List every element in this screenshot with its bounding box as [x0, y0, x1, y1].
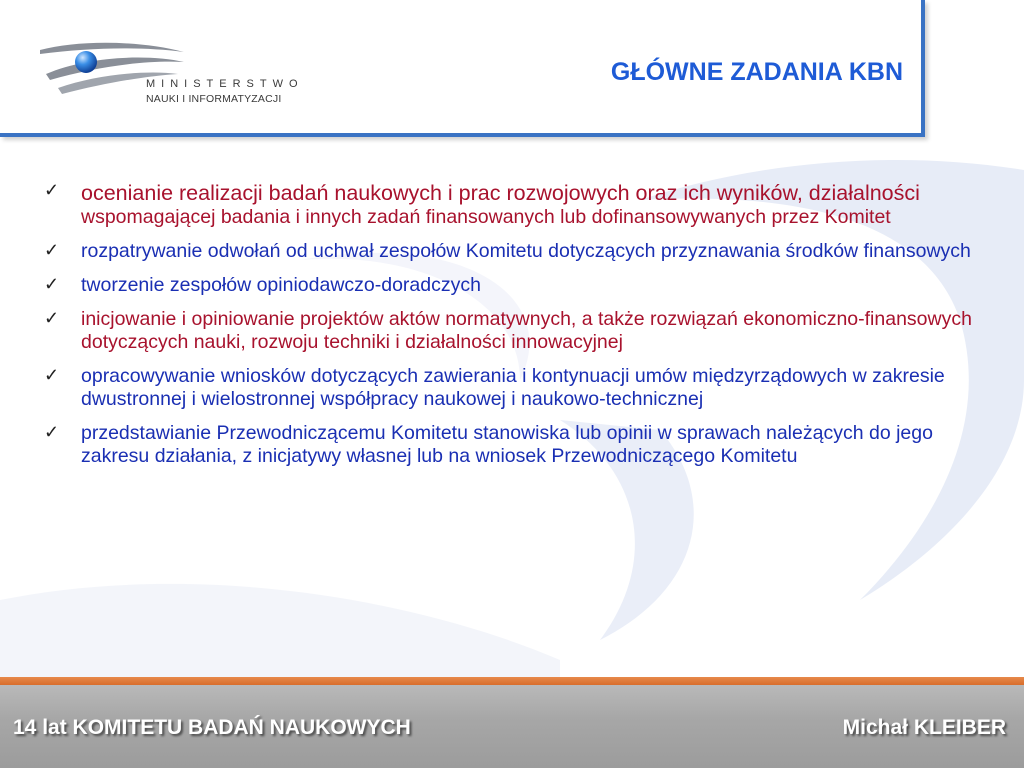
check-icon: ✓	[44, 274, 60, 294]
bullet-item	[44, 422, 994, 468]
bullet-item	[44, 274, 994, 297]
bullet-lead: ocenianie realizacji badań naukowych i prac rozwojowych oraz ich wyników, działalności	[81, 181, 920, 205]
bullet-item	[44, 365, 994, 411]
bullet-text	[81, 180, 994, 229]
footer-left-text: 14 lat KOMITETU BADAŃ NAUKOWYCH	[13, 716, 411, 739]
footer-author: Michał KLEIBER	[842, 716, 1006, 739]
footer-accent-line	[0, 677, 1024, 685]
bullet-text: przedstawianie Przewodniczącemu Komitetu stanowiska lub opinii w sprawach należących do jego zakresu działania, z inicjatywy własnej lub na wniosek Przewodniczącego Komitetu	[81, 422, 933, 467]
check-icon: ✓	[44, 308, 60, 328]
ministry-logo	[38, 40, 338, 120]
bullet-list	[44, 180, 994, 479]
bullet-text: rozpatrywanie odwołań od uchwał zespołów Komitetu dotyczących przyznawania środków finansowych	[81, 240, 971, 262]
check-icon: ✓	[44, 180, 60, 200]
bullet-text: tworzenie zespołów opiniodawczo-doradczych	[81, 274, 481, 296]
bullet-item	[44, 180, 994, 229]
slide-title: GŁÓWNE ZADANIA KBN	[610, 58, 903, 86]
bullet-item	[44, 240, 994, 263]
footer-bar	[0, 685, 1024, 768]
bullet-text: opracowywanie wniosków dotyczących zawierania i kontynuacji umów międzyrządowych w zakresie dwustronnej i wielostronnej współpracy naukowej i naukowo-technicznej	[81, 365, 945, 410]
check-icon: ✓	[44, 365, 60, 385]
header-panel	[0, 0, 925, 137]
bullet-text: inicjowanie i opiniowanie projektów aktów normatywnych, a także rozwiązań ekonomiczno-finansowych dotyczących nauki, rozwoju techniki i działalności innowacyjnej	[81, 308, 972, 353]
bullet-item	[44, 308, 994, 354]
check-icon: ✓	[44, 422, 60, 442]
bullet-body: wspomagającej badania i innych zadań finansowanych lub dofinansowywanych przez Komitet	[81, 206, 891, 228]
check-icon: ✓	[44, 240, 60, 260]
logo-line2: NAUKI I INFORMATYZACJI	[146, 93, 282, 105]
logo-line1: MINISTERSTWO	[146, 78, 304, 90]
